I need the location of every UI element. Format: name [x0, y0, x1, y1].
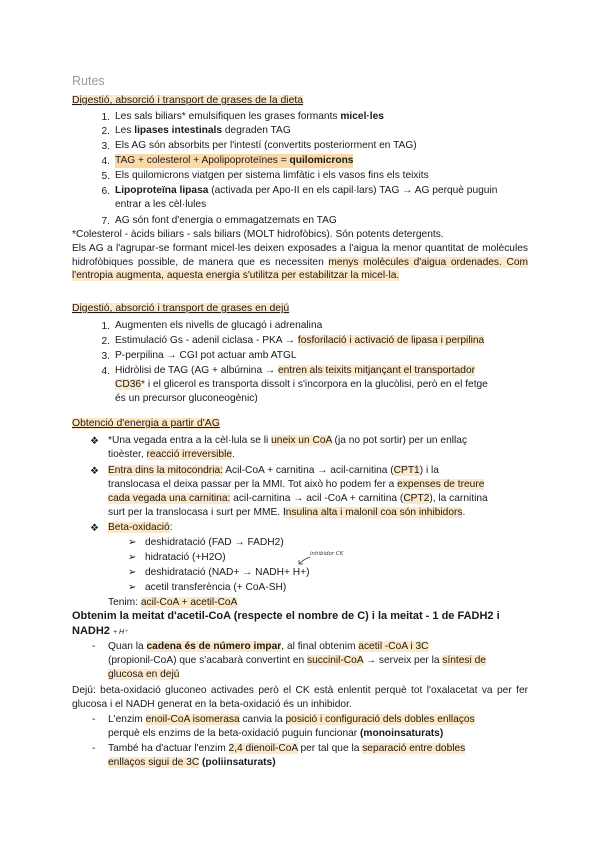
item-bold: quilomicrons: [289, 155, 354, 166]
highlight: cada vegada una carnitina:: [108, 493, 231, 504]
list-item: Augmenten els nivells de glucagó i adrenalina: [115, 320, 323, 331]
list-item-highlighted: [115, 154, 353, 168]
step-item: acetil transferència (+ CoA-SH): [145, 582, 287, 593]
text: ), la carnitina: [429, 493, 488, 504]
section-heading-diet: Digestió, absorció i transport de grases de la dieta: [72, 95, 304, 106]
list-item-continuation: [115, 378, 488, 392]
list-item: P-perpilina → CGI pot actuar amb ATGL: [115, 350, 297, 361]
handwritten-note: inhibidor CK: [310, 551, 344, 557]
text: NADH2: [72, 625, 110, 637]
dash-icon: -: [92, 714, 96, 725]
bold-statement-cont: [72, 625, 128, 640]
list-number: 2.: [101, 336, 110, 347]
bullet-diamond-icon: ❖: [90, 466, 99, 477]
list-number: 2.: [101, 126, 110, 137]
text: (ja no pot sortir) per un enllaç: [331, 435, 468, 446]
text: Tenim:: [108, 597, 141, 608]
step-item: hidratació (+H2O): [145, 552, 226, 563]
item-highlight: entren als teixits mitjançant el transportador: [277, 365, 476, 376]
item-highlight: CD36: [115, 379, 142, 390]
text: (monoinsaturats): [360, 728, 444, 739]
highlight: acetil -CoA i 3C: [358, 641, 429, 652]
text: acil-carnitina → acil -CoA + carnitina (: [230, 493, 404, 504]
highlight: CPT1: [393, 465, 420, 476]
para-highlight: menys molècules d'aigua ordenades: [328, 256, 499, 268]
highlight: cadena és de número impar: [146, 641, 282, 652]
item-bold: lipases intestinals: [134, 125, 223, 136]
list-item-continuation: entrar a les cèl·lules: [115, 199, 207, 210]
highlight: acil-CoA + acetil-CoA: [140, 597, 238, 608]
list-item: [115, 110, 384, 124]
list-item: AG són font d'energia o emmagatzemats en TAG: [115, 215, 337, 226]
list-item: [115, 184, 535, 198]
text: canvia la: [239, 714, 286, 725]
section-heading-fasting: Digestió, absorció i transport de grases en dejú: [72, 303, 290, 314]
item-highlight: fosforilació i activació de lipasa i perpilina: [297, 335, 485, 346]
list-item: Els AG són absorbits per l'intestí (convertits posteriorment en TAG): [115, 140, 417, 151]
dash-icon: -: [92, 641, 96, 652]
dash-item: [108, 713, 533, 727]
item-text: Estimulació Gs - adenil ciclasa - PKA →: [115, 335, 298, 346]
handwritten-note: + H⁺: [112, 629, 128, 636]
list-number: 5.: [101, 171, 110, 182]
paragraph: [72, 242, 528, 283]
item-text: degraden TAG: [222, 125, 291, 136]
bullet-text-cont: [108, 478, 484, 492]
highlight: glucosa en dejú: [108, 669, 180, 680]
bullet-text-cont: [108, 448, 235, 462]
arrow-bullet-icon: ➢: [128, 567, 137, 578]
bullet-diamond-icon: ❖: [90, 436, 99, 447]
highlight: síntesi de: [442, 655, 486, 666]
page-title: Rutes: [72, 74, 105, 88]
text: → serveix per la: [363, 655, 443, 666]
list-number: 6.: [101, 186, 110, 197]
list-number: 1.: [101, 112, 110, 123]
highlight: separació entre dobles: [362, 743, 466, 754]
highlight: Entra dins la mitocondria:: [108, 465, 223, 476]
dash-item-cont: [108, 756, 276, 770]
highlight: uneix un CoA: [271, 435, 332, 446]
list-item: Els quilomicrons viatgen per sistema limfàtic i els vasos fins els teixits: [115, 170, 429, 181]
item-bold: micel·les: [340, 111, 384, 122]
highlight: enllaços sigui de 3C: [108, 757, 200, 768]
list-number: 1.: [101, 321, 110, 332]
highlight: CPT2: [403, 493, 430, 504]
bold-statement: Obtenim la meitat d'acetil-CoA (respecte el nombre de C) i la meitat - 1 de FADH2 i: [72, 610, 500, 622]
highlight: reacció irreversible: [146, 449, 233, 460]
list-item: [115, 124, 291, 138]
dash-item: [108, 640, 533, 654]
text: :: [169, 522, 173, 533]
tenim-line: [108, 596, 237, 610]
bullet-text-cont: [108, 492, 488, 506]
text: (propionil-CoA) que s'acabarà convertint en: [108, 655, 308, 666]
bullet-text: [108, 464, 439, 478]
list-number: 4.: [101, 156, 110, 167]
text: Acil-CoA + carnitina → acil-carnitina (: [222, 465, 394, 476]
highlight: enoil-CoA isomerasa: [145, 714, 240, 725]
item-text: Les: [115, 125, 135, 136]
handwritten-arrow-icon: [296, 556, 312, 566]
arrow-bullet-icon: ➢: [128, 552, 137, 563]
text: ) i la: [419, 465, 439, 476]
text: També ha d'actuar l'enzim: [108, 743, 229, 754]
list-number: 7.: [101, 216, 110, 227]
text: (poliinsaturats): [199, 757, 276, 768]
text: per tal que la: [297, 743, 363, 754]
list-item: [115, 334, 484, 348]
list-item: [115, 364, 535, 378]
list-item-continuation: és un precursor gluconeogènic): [115, 393, 258, 404]
step-item: deshidratació (NAD+ → NADH+ H+): [145, 567, 310, 578]
paragraph: Dejú: beta-oxidació gluconeo activades però el CK està enlentit perquè tot l'oxalacetat va per fer glucosa i el NADH generat en la beta-oxidació és un inhibidor.: [72, 685, 528, 710]
bullet-text-cont: [108, 506, 465, 520]
dash-item-cont: [108, 654, 486, 668]
text: surt per la translocasa i surt per MME.: [108, 507, 283, 518]
arrow-bullet-icon: ➢: [128, 537, 137, 548]
highlight: expenses de treure: [397, 479, 485, 490]
note-text: *Colesterol - àcids biliars - sals biliars (MOLT hidrofòbics). Són potents detergents.: [72, 229, 444, 240]
text: perquè els enzims de la beta-oxidació puguin funcionar: [108, 728, 361, 739]
item-text: Hidròlisi de TAG (AG + albúmina →: [115, 365, 278, 376]
text: Quan la: [108, 641, 147, 652]
item-text: TAG + colesterol + Apolipoproteïnes =: [115, 155, 290, 166]
dash-item-cont: [108, 668, 179, 682]
list-number: 3.: [101, 141, 110, 152]
step-item: deshidratació (FAD → FADH2): [145, 537, 284, 548]
text: , al final obtenim: [281, 641, 359, 652]
para-highlight: . Com l'entropia augmenta, aquesta energia s'utilitza per estabilitzar la micel·la.: [72, 256, 529, 282]
dash-icon: -: [92, 743, 96, 754]
text: translocasa el deixa passar per la MMI. Tot això ho podem fer a: [108, 479, 398, 490]
item-bold: Lipoproteïna lipasa: [115, 185, 209, 196]
text: .: [232, 449, 235, 460]
bullet-diamond-icon: ❖: [90, 523, 99, 534]
para-text: Els AG a l'agrupar-se formant micel·les deixen exposades a l'aigua la menor quantitat de molècules hidrofòbiques possible, de manera que es necessiten: [72, 243, 528, 268]
section-heading-energy: Obtenció d'energia a partir d'AG: [72, 418, 220, 429]
arrow-bullet-icon: ➢: [128, 582, 137, 593]
item-text: (activada per Apo-II en els capil·lars) TAG → AG perquè puguin: [208, 185, 498, 196]
list-number: 4.: [101, 366, 110, 377]
highlight: succinil-CoA: [307, 655, 364, 666]
highlight: posició i configuració dels dobles enllaços: [285, 714, 475, 725]
dash-item: [108, 742, 533, 756]
text: .: [462, 507, 466, 518]
text: L'enzim: [108, 714, 146, 725]
dash-item-cont: [108, 727, 443, 741]
highlight: Beta-oxidació: [108, 522, 170, 533]
item-text: Les sals biliars* emulsifiquen les grases formants: [115, 111, 341, 122]
item-text: * i el glicerol es transporta dissolt i s'incorpora en la glucòlisi, però en el fetge: [141, 379, 488, 390]
highlight: 2,4 dienoil-CoA: [228, 743, 298, 754]
bullet-text: [108, 521, 173, 535]
text: tioèster,: [108, 449, 147, 460]
highlight: Insulina alta i malonil coa són inhibidors: [282, 507, 463, 518]
text: *Una vegada entra a la cèl·lula se li: [108, 435, 272, 446]
list-number: 3.: [101, 351, 110, 362]
bullet-text: [108, 434, 467, 448]
